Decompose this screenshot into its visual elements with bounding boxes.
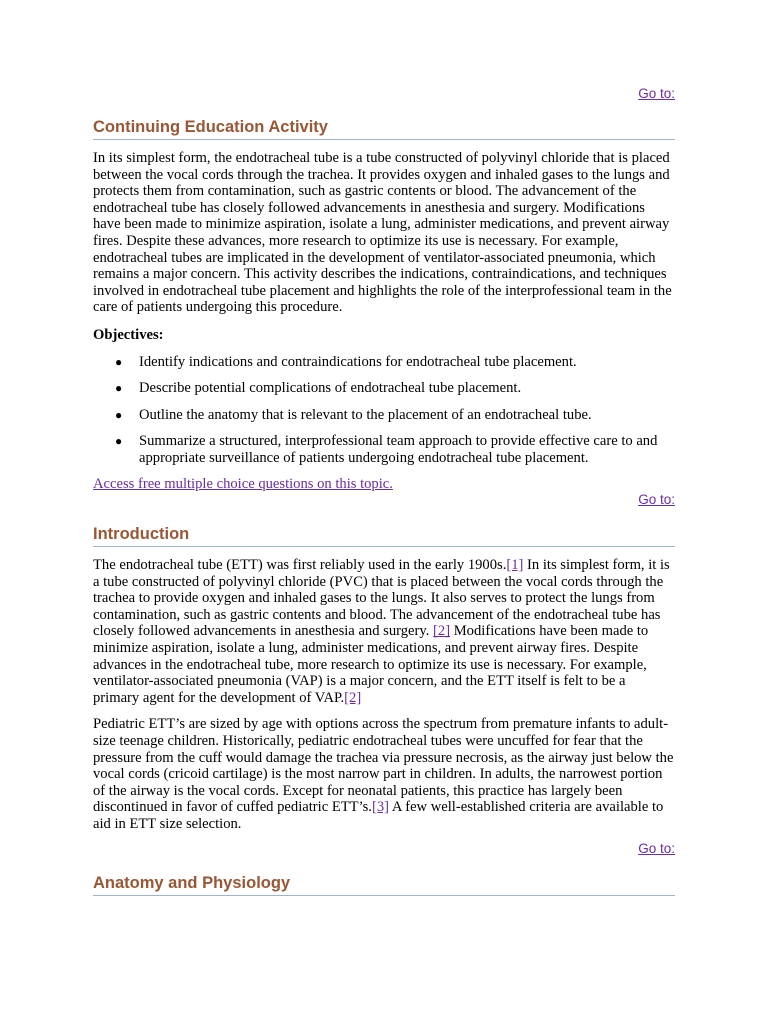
intro-text: The endotracheal tube (ETT) was first reliably used in the early 1900s. [93, 557, 507, 574]
objective-text: Describe potential complications of endotracheal tube placement. [139, 380, 522, 397]
citation-link-2[interactable]: [2] [344, 689, 362, 706]
goto-link[interactable]: Go to: [638, 840, 675, 856]
section-heading-continuing-education: Continuing Education Activity [93, 117, 675, 140]
list-item [115, 380, 675, 397]
goto-link[interactable]: Go to: [638, 492, 675, 508]
bullet-icon: ● [115, 381, 123, 396]
goto-link[interactable]: Go to: [638, 86, 675, 101]
list-item [115, 353, 675, 371]
goto-link-1-row [93, 86, 675, 102]
article [93, 86, 675, 896]
intro-text: Modifications have been made to minimize aspiration, isolate a lung, administer medications, and prevent airway fires. Despite advances in the endotracheal tube, more research to optimize its use is necessary. For example, ventilator-associated pneumonia (VAP) is a major concern, and the ETT itself is felt to be a primary agent for the development of VAP. [93, 623, 649, 706]
objective-text: Identify indications and contraindications for endotracheal tube placement. [139, 353, 577, 370]
intro-text: Pediatric ETT’s are sized by age with options across the spectrum from premature infants to adult-size teenage children. Historically, pediatric endotracheal tubes were uncuffed for fear that the pressure from the cuff would damage the trachea via pressure necrosis, as the airway just below the vocal cords (cricoid cartilage) is the most narrow part in children. In adults, the narrowest portion of the airway is the vocal cords. Except for neonatal patients, this practice has largely been discontinued in favor of cuffed pediatric ETT’s. [93, 716, 674, 816]
objective-text: Outline the anatomy that is relevant to the placement of an endotracheal tube. [139, 406, 592, 423]
objective-text: Summarize a structured, interprofessional team approach to provide effective care to and appropriate surveillance of patients undergoing endotracheal tube placement. [139, 433, 658, 466]
mcq-link[interactable]: Access free multiple choice questions on this topic. [93, 475, 393, 492]
mcq-row [93, 476, 675, 493]
list-item [115, 433, 675, 466]
section-heading-anatomy: Anatomy and Physiology [93, 873, 675, 896]
bullet-icon: ● [115, 354, 123, 369]
intro-text: A few well-established criteria are available to aid in ETT size selection. [93, 799, 664, 832]
section-heading-introduction: Introduction [93, 524, 675, 547]
intro-text: In its simplest form, it is a tube constructed of polyvinyl chloride (PVC) that is placed between the vocal cords through the trachea to provide oxygen and inhaled gases to the lungs. It also serves to protect the lungs from contamination, such as gastric contents and blood. The advancement of the endotracheal tube has closely followed advancements in anesthesia and surgery. [93, 557, 670, 640]
objectives-label: Objectives: [93, 326, 164, 343]
objectives-list [93, 354, 675, 467]
intro-paragraph-2 [93, 716, 675, 832]
citation-link-3[interactable]: [3] [371, 799, 389, 816]
citation-link-2[interactable]: [2] [433, 623, 451, 640]
list-item [115, 406, 675, 424]
goto-link-3-row [93, 841, 675, 857]
bullet-icon: ● [115, 407, 123, 422]
citation-link-1[interactable]: [1] [506, 557, 524, 574]
intro-paragraph-1 [93, 557, 675, 706]
ce-paragraph: In its simplest form, the endotracheal tube is a tube constructed of polyvinyl chloride that is placed between the vocal cords through the trachea. It provides oxygen and inhaled gases to the lungs and protects them from contamination, such as gastric contents or blood. The advancement of the endotracheal tube has closely followed advancements in anesthesia and surgery. Modifications have been made to minimize aspiration, isolate a lung, administer medications, and prevent airway fires. Despite these advances, more research to optimize its use is necessary. For example, endotracheal tubes are implicated in the development of ventilator-associated pneumonia, which remains a major concern. This activity describes the indications, contraindications, and techniques involved in endotracheal tube placement and highlights the role of the interprofessional team in the care of patients undergoing this procedure. [93, 150, 672, 316]
bullet-icon: ● [115, 434, 123, 449]
goto-link-2-row [93, 492, 675, 508]
